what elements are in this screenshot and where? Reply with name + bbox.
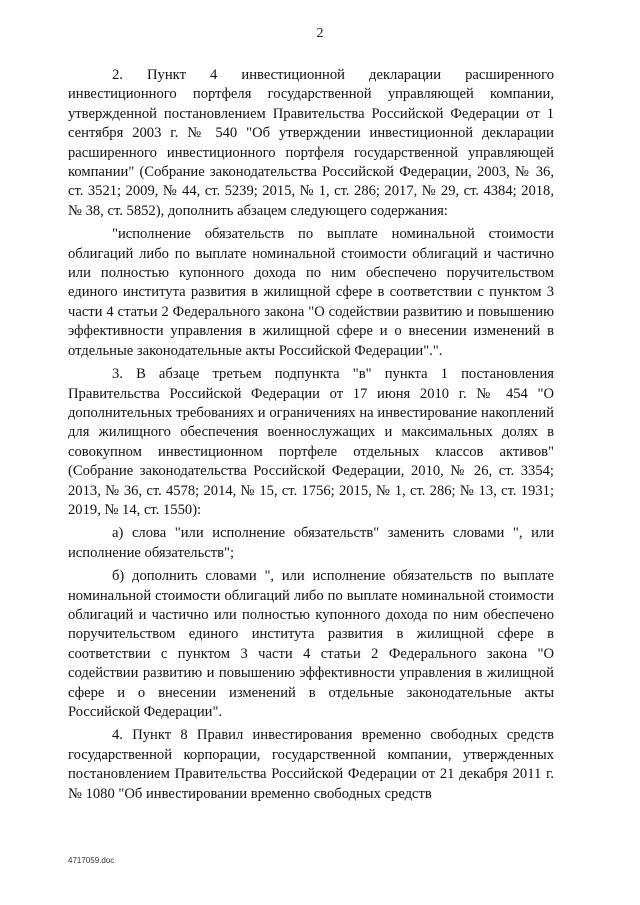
paragraph-item-3: 3. В абзаце третьем подпункта "в" пункта 1 постановления Правительства Российской Федерации от 17 июня 2010 г. № 454 "О дополнительных требованиях и ограничениях на инвестирование накоплений для жилищного обеспечения военнослужащих и максимальных долях в совокупном инвестиционном портфеле отдельных классов активов" (Собрание законодательства Российской Федерации, 2010, № 26, ст. 3354; 2013, № 36, ст. 4578; 2014, № 15, ст. 1756; 2015, № 1, ст. 286; № 13, ст. 1931; 2019, № 14, ст. 1550): — [68, 366, 554, 518]
paragraph-quoted-addition: "исполнение обязательств по выплате номинальной стоимости облигаций либо по выплате номинальной стоимости облигаций и частично или полностью купонного дохода по ним обеспечено поручительством единого института развития в жилищной сфере в соответствии с пунктом 3 части 4 статьи 2 Федерального закона "О содействии развитию и повышению эффективности управления в жилищной сфере и о внесении изменений в отдельные законодательные акты Российской Федерации".". — [68, 226, 554, 359]
paragraph-subitem-b: б) дополнить словами ", или исполнение обязательств по выплате номинальной стоимости облигаций либо по выплате номинальной стоимости облигаций и частично или полностью купонного дохода по ним обеспечено поручительством единого института развития в жилищной сфере в соответствии с пунктом 3 части 4 статьи 2 Федерального закона "О содействии развитию и повышению эффективности управления в жилищной сфере и о внесении изменений в отдельные законодательные акты Российской Федерации". — [68, 568, 554, 720]
page-number: 2 — [316, 26, 324, 41]
document-body — [68, 66, 554, 804]
document-file-code: 4717059.doc — [68, 856, 115, 865]
paragraph-subitem-a: а) слова "или исполнение обязательств" заменить словами ", или исполнение обязательств"; — [68, 525, 554, 561]
paragraph-item-2: 2. Пункт 4 инвестиционной декларации расширенного инвестиционного портфеля государственной управляющей компании, утвержденной постановлением Правительства Российской Федерации от 1 сентября 2003 г. № 540 "Об утверждении инвестиционной декларации расширенного инвестиционного портфеля государственной управляющей компании" (Собрание законодательства Российской Федерации, 2003, № 36, ст. 3521; 2009, № 44, ст. 5239; 2015, № 1, ст. 286; 2017, № 29, ст. 4384; 2018, № 38, ст. 5852), дополнить абзацем следующего содержания: — [68, 67, 554, 219]
paragraph-item-4: 4. Пункт 8 Правил инвестирования временно свободных средств государственной корпорации, государственной компании, утвержденных постановлением Правительства Российской Федерации от 21 декабря 2011 г. № 1080 "Об инвестировании временно свободных средств — [68, 727, 554, 802]
